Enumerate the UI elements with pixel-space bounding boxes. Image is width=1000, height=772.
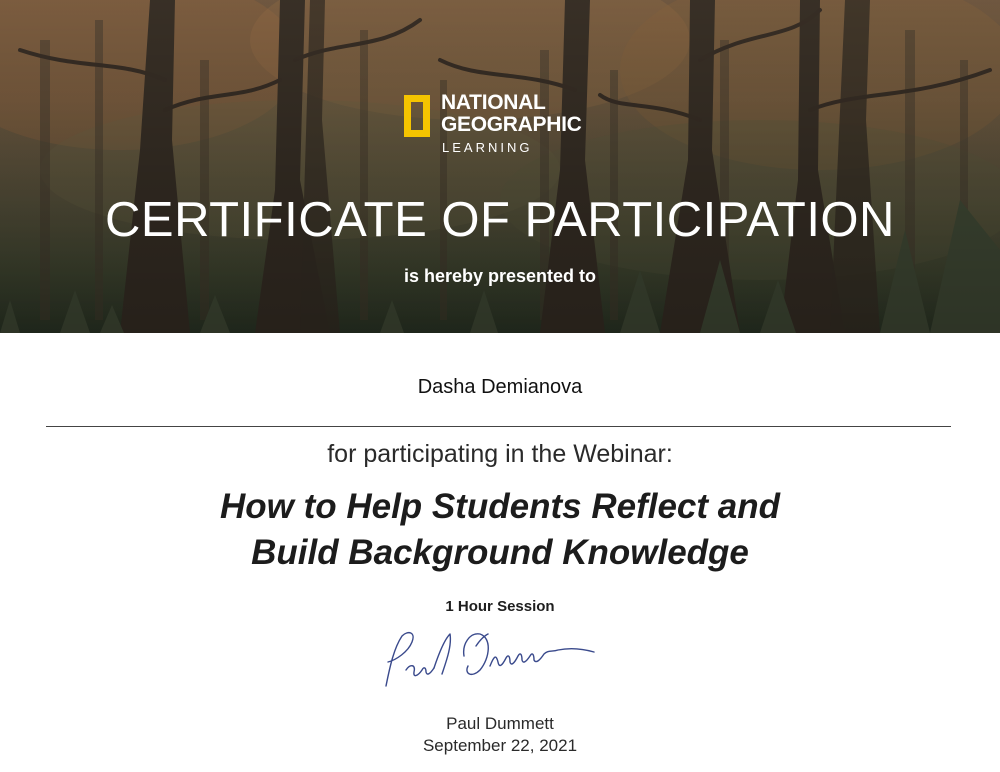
- logo-line-national: NATIONAL: [441, 91, 546, 114]
- session-length: 1 Hour Session: [445, 598, 555, 615]
- handwritten-signature: [372, 626, 602, 692]
- yellow-border-icon: [404, 95, 430, 137]
- webinar-title-line1: How to Help Students Reflect and: [219, 487, 781, 526]
- webinar-title-line2: Build Background Knowledge: [251, 533, 749, 572]
- participation-text: for participating in the Webinar:: [327, 440, 673, 468]
- recipient-name: Dasha Demianova: [417, 376, 583, 398]
- logo-line-geographic: GEOGRAPHIC: [441, 113, 582, 136]
- certificate-date: September 22, 2021: [422, 736, 578, 755]
- certificate-title: CERTIFICATE OF PARTICIPATION: [105, 193, 895, 247]
- name-underline: [46, 426, 951, 427]
- signer-name: Paul Dummett: [446, 714, 554, 733]
- webinar-title: [0, 484, 1000, 576]
- presented-to-text: is hereby presented to: [403, 266, 597, 286]
- national-geographic-logo: [404, 92, 582, 154]
- logo-wordmark: [441, 92, 582, 154]
- logo-line-learning: LEARNING: [442, 140, 533, 155]
- forest-banner: [0, 0, 1000, 333]
